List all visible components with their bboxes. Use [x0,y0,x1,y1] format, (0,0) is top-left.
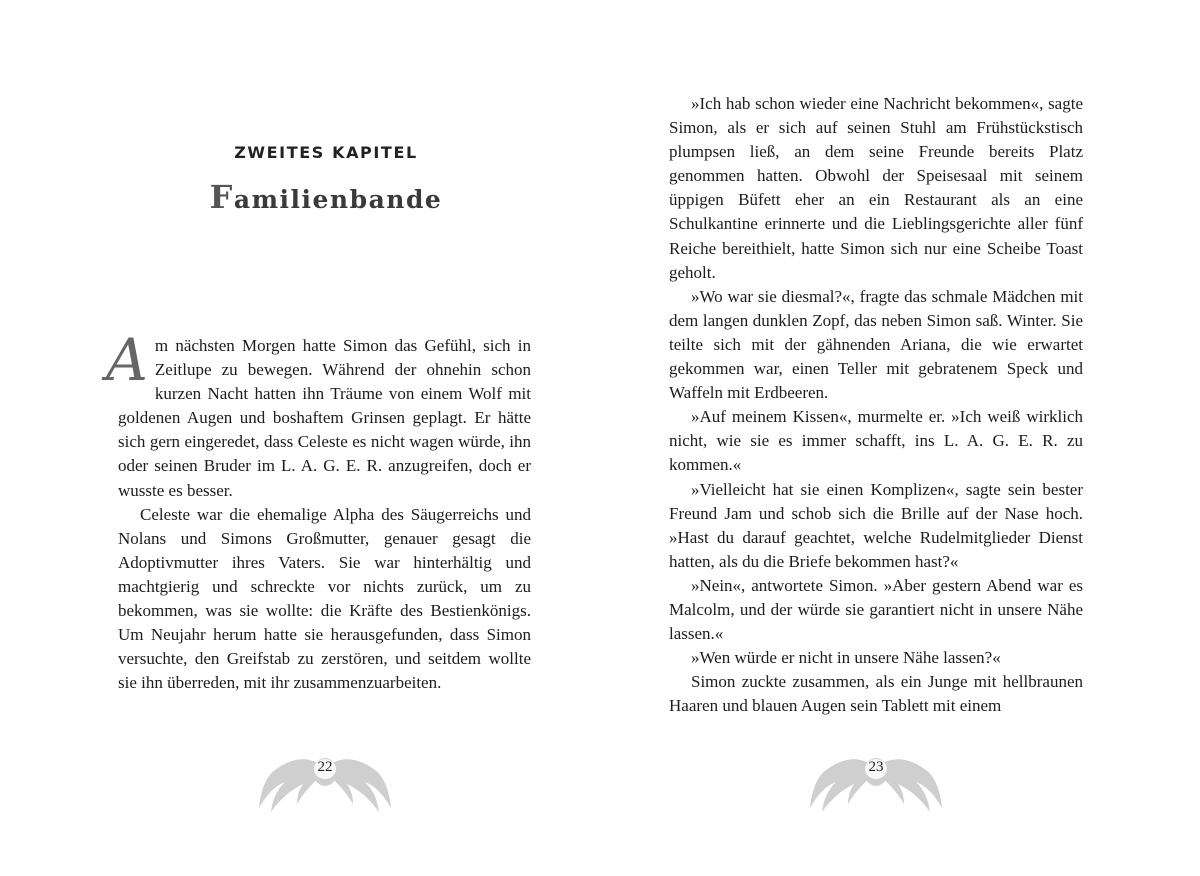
paragraph: »Nein«, antwortete Simon. »Aber gestern Abend war es Malcolm, und der würde sie garantiert nicht in unsere Nähe lassen.« [669,575,1083,644]
paragraph-text: m nächsten Morgen hatte Simon das Gefühl, sich in Zeitlupe zu bewegen. Während der ohnehin schon kurzen Nacht hatten ihn Träume von einem Wolf mit goldenen Augen und boshaftem Grinsen geplagt. Er hätte sich gern eingeredet, dass Celeste es nicht wagen würde, ihn oder seinen Bruder im L. A. G. E. R. anzugreifen, doch er wusste es besser. [118,336,531,500]
page-folio [255,748,395,820]
right-page [600,0,1200,876]
dropcap: A [106,326,148,394]
paragraph: »Vielleicht hat sie einen Komplizen«, sagte sein bester Freund Jam und schob sich die Brille auf der Nase hoch. »Hast du darauf geachtet, welche Rudelmitglieder Dienst hatten, als du die Briefe bekommen hast?« [669,479,1083,571]
page-number: 23 [868,759,884,775]
chapter-title-initial: F [209,178,234,216]
paragraph: »Auf meinem Kissen«, murmelte er. »Ich weiß wirklich nicht, wie sie es immer schafft, ins L. A. G. E. R. zu kommen.« [669,407,1083,475]
left-body-text [106,326,531,695]
paragraph: »Wen würde er nicht in unsere Nähe lassen?« [691,648,1001,668]
right-body-text [669,92,1083,718]
paragraph: Celeste war die ehemalige Alpha des Säugerreichs und Nolans und Simons Großmutter, genauer gesagt die Adoptivmutter ihres Vaters. Sie war hinterhältig und machtgierig und schreckte vor nichts zurück, um zu bekommen, was sie wollte: die Kräfte des Bestienkönigs. Um Neujahr herum hatte sie herausgefunden, dass Simon versuchte, den Greifstab zu zerstören, und seitdem wollte sie ihn überreden, mit ihr zusammenzuarbeiten. [118,504,531,693]
chapter-title-rest: amilienbande [233,185,443,214]
paragraph: Simon zuckte zusammen, als ein Junge mit hellbraunen Haaren und blauen Augen sein Tablett mit einem [669,672,1083,716]
paragraph: »Wo war sie diesmal?«, fragte das schmale Mädchen mit dem langen dunklen Zopf, das neben Simon saß. Winter. Sie teilte sich mit der gähnenden Ariana, die wie erwartet gekommen war, einen Teller mit gebratenem Speck und Waffeln mit Erdbeeren. [669,286,1083,403]
paragraph [106,326,531,503]
chapter-label: ZWEITES KAPITEL [234,143,418,162]
paragraph: »Ich hab schon wieder eine Nachricht bekommen«, sagte Simon, als er sich auf seinen Stuhl am Frühstückstisch plumpsen ließ, an dem seine Freunde bereits Platz genommen hatten. Obwohl der Speisesaal mit seinem üppigen Büfett eher an ein Restaurant als an eine Schulkantine erinnerte und die Lieblingsgerichte aller fünf Reiche bereithielt, hatte Simon sich nur eine Scheibe Toast geholt. [669,94,1083,282]
chapter-title [0,178,652,216]
page-number: 22 [317,759,333,775]
page-folio [806,748,946,820]
